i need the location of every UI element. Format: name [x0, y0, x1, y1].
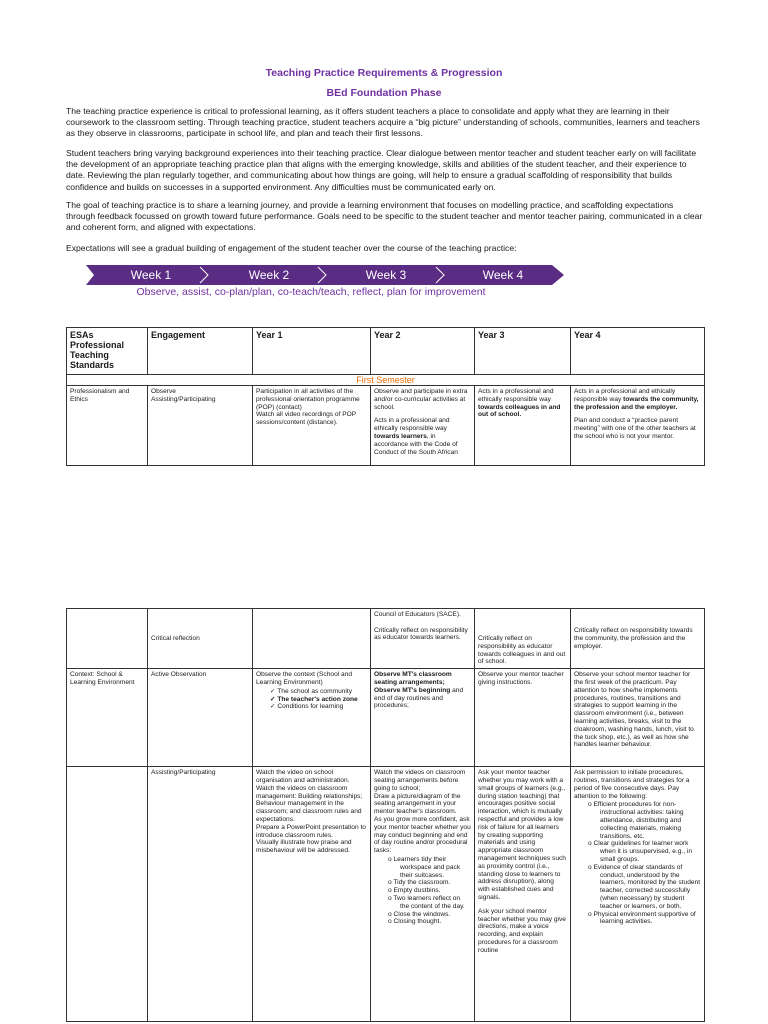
- list-item: o Closing thought.: [382, 918, 471, 926]
- engagement-assisting: Assisting/Participating: [148, 767, 253, 1022]
- list-item: o Two learners reflect on the content of the day.: [382, 895, 471, 911]
- list-item: o Learners tidy their workspace and pack their suitcases.: [382, 856, 471, 879]
- header-year-2: Year 2: [371, 328, 475, 375]
- list-item: o Empty dustbins.: [382, 887, 471, 895]
- year-3-assisting: Ask your mentor teacher whether you may work with a small groups of learners (e.g., during station teaching) that encourages positive social interaction, which is mutually respectful and provides a low risk of failure for all learners by creating supporting materials and using appropriate classroom management techniques such as proximity control (i.e., standing close to learners to address disruption), along with established cues and signals. Ask your school mentor teacher whether you may give directions, make a voice recording, and explain procedures for a classroom routine: [475, 767, 571, 1022]
- year-4-professionalism: Acts in a professional and ethically responsible way towards the community, the profession and the employer. Plan and conduct a “practice parent meeting” with one of the other teachers at the school who is not your mentor.: [571, 386, 705, 466]
- list-item: o Tidy the classroom.: [382, 879, 471, 887]
- list-item: ✓ The teacher's action zone: [270, 696, 367, 704]
- week-3-label: Week 3: [365, 268, 407, 282]
- intro-paragraph-2: Student teachers bring varying background experiences into their teaching practice. Clear dialogue between mentor teacher and student teacher early on will facilitate the development of an appropriate teaching practice plan that aligns with the emerging knowledge, skills and abilities of the student teacher, and their experience to date. Reviewing the plan regularly together, and communicating about how things are going, will help to ensure a gradual scaffolding of responsibility that builds confidence and builds on successes in a supported environment. Any difficulties must be communicated early on.: [66, 148, 697, 192]
- year-1-active-observation: Observe the context (School and Learning Environment) ✓ The school as community ✓ The teacher's action zone ✓ Conditions for learning: [253, 669, 371, 767]
- page-title: Teaching Practice Requirements & Progression: [265, 67, 503, 79]
- standard-empty: [67, 609, 148, 669]
- semester-label: First Semester: [67, 375, 705, 386]
- standard-context: Context: School & Learning Environment: [67, 669, 148, 767]
- standards-table-1: [66, 327, 705, 466]
- week-progression-caption: Observe, assist, co-plan/plan, co-teach/teach, reflect, plan for improvement: [136, 286, 486, 298]
- year-3-professionalism: Acts in a professional and ethically responsible way towards colleagues in and out of school.: [475, 386, 571, 466]
- year-2-critical-reflection: Council of Educators (SACE). Critically reflect on responsibility as educator towards learners.: [371, 609, 475, 669]
- page-subtitle: BEd Foundation Phase: [326, 87, 442, 99]
- week-progression: [86, 265, 564, 285]
- list-item: o Clear guidelines for learner work when it is unsupervised, e.g., in small groups.: [582, 840, 701, 863]
- week-4-label: Week 4: [482, 268, 524, 282]
- list-item: ✓ The school as community: [270, 688, 367, 696]
- header-esas-standards: ESAs Professional Teaching Standards: [67, 328, 148, 375]
- header-year-4: Year 4: [571, 328, 705, 375]
- list-item: o Physical environment supportive of learning activities.: [582, 911, 701, 927]
- list-item: o Evidence of clear standards of conduct, understood by the learners, monitored by the student teacher, corrected successfully (when necessary) by student teacher or learners, or both.: [582, 864, 701, 911]
- engagement-observe: Observe Assisting/Participating: [148, 386, 253, 466]
- standard-empty-2: [67, 767, 148, 1022]
- year-4-assisting: Ask permission to initiate procedures, routines, transitions and strategies for a period of five consecutive days. Pay attention to the following: o Efficient procedures for non-instructional activities: taking attendance, distributing and collecting materials, making transitions, etc. o Clear guidelines for learner work when it is unsupervised, e.g., in small groups. o Evidence of clear standards of conduct, understood by the learners, monitored by the student teacher, corrected successfully (when necessary) by student teacher or learners, or both. o Physical environment supportive of learning activities.: [571, 767, 705, 1022]
- standards-table-2: [66, 608, 705, 1022]
- year-4-active-observation: Observe your school mentor teacher for the first week of the practicum. Pay attention to how she/he implements procedures, routines, transitions and strategies to support learning in the classroom environment (i.e., between learning activities, breaks, visit to the cloakroom, washing hands, lunch, visit to the tuck shop, etc.), as well as how she handles learner behaviour.: [571, 669, 705, 767]
- year-4-critical-reflection: Critically reflect on responsibility towards the community, the profession and the employer.: [571, 609, 705, 669]
- week-2-label: Week 2: [248, 268, 290, 282]
- year-2-active-observation: Observe MT's classroom seating arrangements; Observe MT's beginning and end of day routines and procedures;: [371, 669, 475, 767]
- year-3-critical-reflection: Critically reflect on responsibility as educator towards colleagues in and out of school.: [475, 609, 571, 669]
- intro-paragraph-4: Expectations will see a gradual building of engagement of the student teacher over the course of the teaching practice:: [66, 243, 517, 253]
- year-3-active-observation: Observe your mentor teacher giving instructions.: [475, 669, 571, 767]
- year-2-assisting: Watch the videos on classroom seating arrangements before going to school; Draw a picture/diagram of the seating arrangement in your mentor teacher's classroom. As you grow more confident, ask your mentor teacher whether you may conduct beginning and end of day routine and/or procedural tasks: o Learners tidy their workspace and pack their suitcases. o Tidy the classroom. o Empty dustbins. o Two learners reflect on the content of the day. o Close the windows. o Closing thought.: [371, 767, 475, 1022]
- year-1-critical-reflection: [253, 609, 371, 669]
- intro-paragraph-1: The teaching practice experience is critical to professional learning, as it offers student teachers a place to consolidate and apply what they are learning in their coursework to the classroom setting. Through teaching practice, student teachers acquire a “big picture” understanding of schools, communities, learners and teachers as they observe in classrooms, participate in school life, and plan and teach their first lessons.: [66, 106, 700, 139]
- list-item: o Close the windows.: [382, 911, 471, 919]
- list-item: o Efficient procedures for non-instructional activities: taking attendance, distributing and collecting materials, making transitions, etc.: [582, 801, 701, 840]
- header-year-1: Year 1: [253, 328, 371, 375]
- week-1-label: Week 1: [130, 268, 172, 282]
- year-1-assisting: Watch the video on school organisation and administration. Watch the videos on classroom management: Building relationships; Behaviour management in the classroom; and classroom rules and expectations. Prepare a PowerPoint presentation to introduce classroom rules. Visually illustrate how praise and misbehaviour will be addressed.: [253, 767, 371, 1022]
- standard-professionalism: Professionalism and Ethics: [67, 386, 148, 466]
- header-year-3: Year 3: [475, 328, 571, 375]
- year-1-professionalism: Participation in all activities of the professional orientation programme (POP) (contact) Watch all video recordings of POP sessions/content (distance).: [253, 386, 371, 466]
- intro-paragraph-3: The goal of teaching practice is to share a learning journey, and provide a learning environment that focuses on modelling practice, and scaffolding expectations through feedback focussed on growth toward future performance. Goals need to be specific to the student teacher and mentor teacher pairing, communicated in a clear and coherent form, and aligned with expectations.: [66, 200, 703, 233]
- engagement-active-observation: Active Observation: [148, 669, 253, 767]
- year-2-professionalism: Observe and participate in extra and/or co-curricular activities at school. Acts in a professional and ethically responsible way towards learners, in accordance with the Code of Conduct of the South African: [371, 386, 475, 466]
- list-item: ✓ Conditions for learning: [270, 703, 367, 711]
- engagement-critical-reflection: Critical reflection: [148, 609, 253, 669]
- header-engagement: Engagement: [148, 328, 253, 375]
